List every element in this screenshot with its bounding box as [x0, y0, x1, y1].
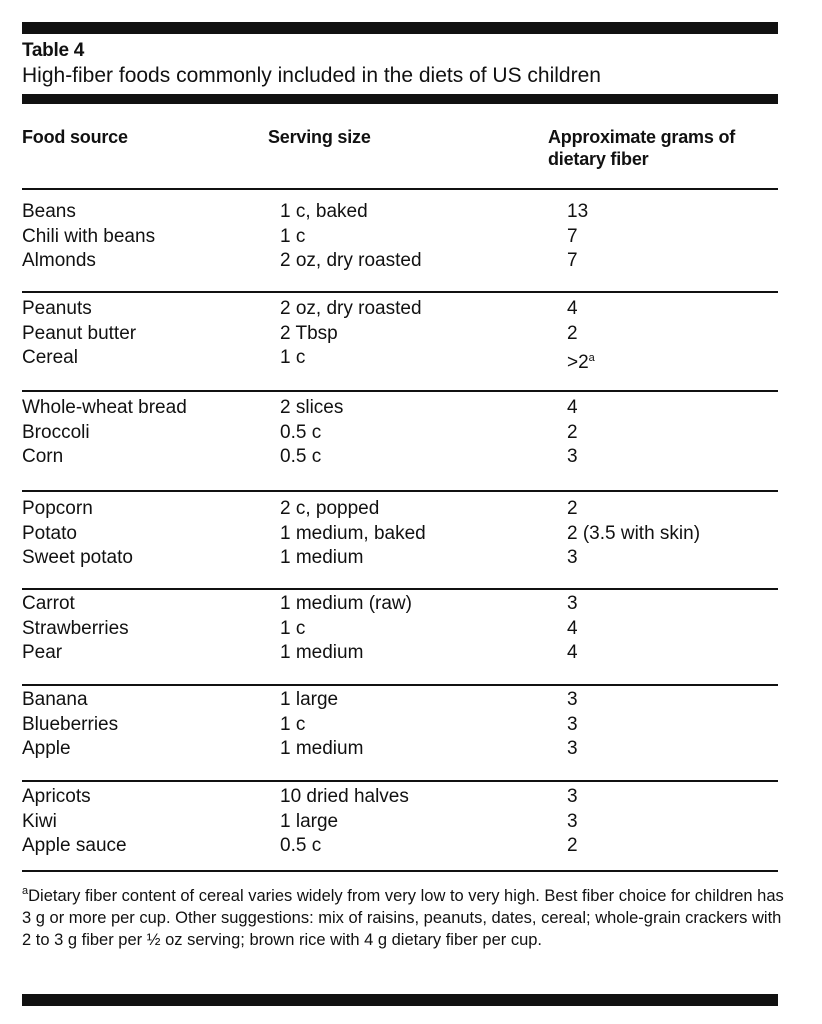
table-row — [22, 421, 782, 446]
fiber-grams-cell: 2 — [567, 322, 578, 344]
fiber-grams-cell: 4 — [567, 397, 578, 418]
row-group — [22, 200, 782, 274]
serving-size-cell: 10 dried halves — [280, 786, 409, 807]
food-source-cell: Pear — [22, 642, 63, 663]
table-row — [22, 810, 782, 835]
serving-size-cell: 1 large — [280, 810, 339, 832]
food-source-cell: Peanuts — [22, 298, 92, 319]
table-row — [22, 737, 782, 762]
table-row — [22, 297, 782, 322]
header-serving-size: Serving size — [268, 127, 371, 147]
serving-size-cell: 1 large — [280, 689, 339, 710]
fiber-grams-cell: 2 (3.5 with skin) — [567, 522, 701, 544]
serving-size-cell: 2 slices — [280, 397, 344, 418]
fiber-grams-cell: 3 — [567, 810, 578, 832]
fiber-grams-cell: 4 — [567, 298, 578, 319]
fiber-grams-cell: 3 — [567, 738, 578, 759]
row-group — [22, 396, 782, 470]
top-rule — [22, 22, 778, 34]
fiber-grams-cell: $>2^a$ — [567, 352, 595, 373]
food-source-cell: Strawberries — [22, 617, 129, 639]
footer-rule — [22, 870, 778, 872]
group-divider — [22, 291, 778, 293]
serving-size-cell: 1 c, baked — [280, 201, 368, 222]
fiber-grams-cell: 3 — [567, 689, 578, 710]
fiber-grams-cell: 3 — [567, 446, 578, 467]
serving-size-cell: 1 c — [280, 225, 306, 247]
serving-size-cell: 1 medium, baked — [280, 522, 426, 544]
fiber-grams-cell: 4 — [567, 642, 578, 663]
serving-size-cell: 1 c — [280, 713, 306, 735]
food-source-cell: Apple sauce — [22, 835, 127, 856]
table-row — [22, 592, 782, 617]
serving-size-cell: 2 Tbsp — [280, 322, 338, 344]
food-source-cell: Sweet potato — [22, 547, 133, 568]
row-group — [22, 592, 782, 666]
food-source-cell: Corn — [22, 446, 64, 467]
table-row — [22, 834, 782, 859]
footnote-marker: a — [22, 885, 29, 897]
food-source-cell: Potato — [22, 522, 77, 544]
serving-size-cell: 2 c, popped — [280, 498, 380, 519]
fiber-grams-cell: 3 — [567, 786, 578, 807]
table-row — [22, 785, 782, 810]
serving-size-cell: 2 oz, dry roasted — [280, 250, 422, 271]
food-source-cell: Carrot — [22, 593, 75, 614]
group-divider — [22, 490, 778, 492]
group-divider — [22, 780, 778, 782]
food-source-cell: Banana — [22, 689, 88, 710]
serving-size-cell: 1 medium (raw) — [280, 593, 412, 614]
group-divider — [22, 684, 778, 686]
table-caption: High-fiber foods commonly included in the diets of US children — [22, 64, 601, 87]
serving-size-cell: 0.5 c — [280, 446, 322, 467]
food-source-cell: Almonds — [22, 250, 96, 271]
serving-size-cell: 1 medium — [280, 547, 364, 568]
header-food-source: Food source — [22, 127, 128, 147]
serving-size-cell: 0.5 c — [280, 421, 322, 443]
table-row — [22, 641, 782, 666]
footnote-text: Dietary fiber content of cereal varies widely from very low to very high. Best fiber choice for children has 3 g or more per cup. Other suggestions: mix of raisins, peanuts, dates, cereal; whole-grain crackers with 2 to 3 g fiber per ½ oz serving; brown rice with 4 g dietary fiber per cup. — [22, 887, 784, 949]
table-row — [22, 688, 782, 713]
table-row — [22, 713, 782, 738]
fiber-grams-cell: 7 — [567, 225, 578, 247]
fiber-grams-cell: 4 — [567, 617, 578, 639]
serving-size-cell: 1 c — [280, 347, 306, 368]
fiber-grams-cell: 7 — [567, 250, 578, 271]
serving-size-cell: 2 oz, dry roasted — [280, 298, 422, 319]
row-group — [22, 297, 782, 371]
row-group — [22, 688, 782, 762]
table-row — [22, 546, 782, 571]
serving-size-cell: 1 medium — [280, 738, 364, 759]
fiber-grams-cell: 2 — [567, 498, 578, 519]
row-group — [22, 785, 782, 859]
group-divider — [22, 588, 778, 590]
footnote — [22, 880, 792, 951]
table-row — [22, 617, 782, 642]
serving-size-cell: 1 c — [280, 617, 306, 639]
serving-size-cell: 0.5 c — [280, 835, 322, 856]
table-row — [22, 322, 782, 347]
food-source-cell: Apricots — [22, 786, 91, 807]
food-source-cell: Beans — [22, 201, 76, 222]
header-rule — [22, 188, 778, 190]
fiber-grams-cell: 3 — [567, 547, 578, 568]
caption-rule — [22, 94, 778, 104]
table-label: Table 4 — [22, 40, 84, 61]
table-row — [22, 396, 782, 421]
food-source-cell: Peanut butter — [22, 322, 137, 344]
table-row — [22, 200, 782, 225]
table-row — [22, 249, 782, 274]
table-row — [22, 497, 782, 522]
food-source-cell: Blueberries — [22, 713, 119, 735]
group-divider — [22, 390, 778, 392]
row-group — [22, 497, 782, 571]
food-source-cell: Chili with beans — [22, 225, 156, 247]
fiber-grams-cell: 3 — [567, 593, 578, 614]
food-source-cell: Kiwi — [22, 810, 57, 832]
header-fiber-grams: Approximate grams of dietary fiber — [548, 127, 736, 169]
food-source-cell: Whole-wheat bread — [22, 397, 187, 418]
fiber-grams-cell: 2 — [567, 421, 578, 443]
food-source-cell: Popcorn — [22, 498, 93, 519]
table-row — [22, 522, 782, 547]
food-source-cell: Apple — [22, 738, 71, 759]
food-source-cell: Broccoli — [22, 421, 90, 443]
serving-size-cell: 1 medium — [280, 642, 364, 663]
table-row — [22, 445, 782, 470]
fiber-grams-cell: 13 — [567, 201, 589, 222]
cereal-note-marker: a — [588, 352, 595, 364]
table-row — [22, 346, 782, 371]
bottom-rule — [22, 994, 778, 1006]
table-row — [22, 225, 782, 250]
food-source-cell: Cereal — [22, 347, 78, 368]
fiber-grams-cell: 2 — [567, 835, 578, 856]
fiber-grams-cell: 3 — [567, 713, 578, 735]
